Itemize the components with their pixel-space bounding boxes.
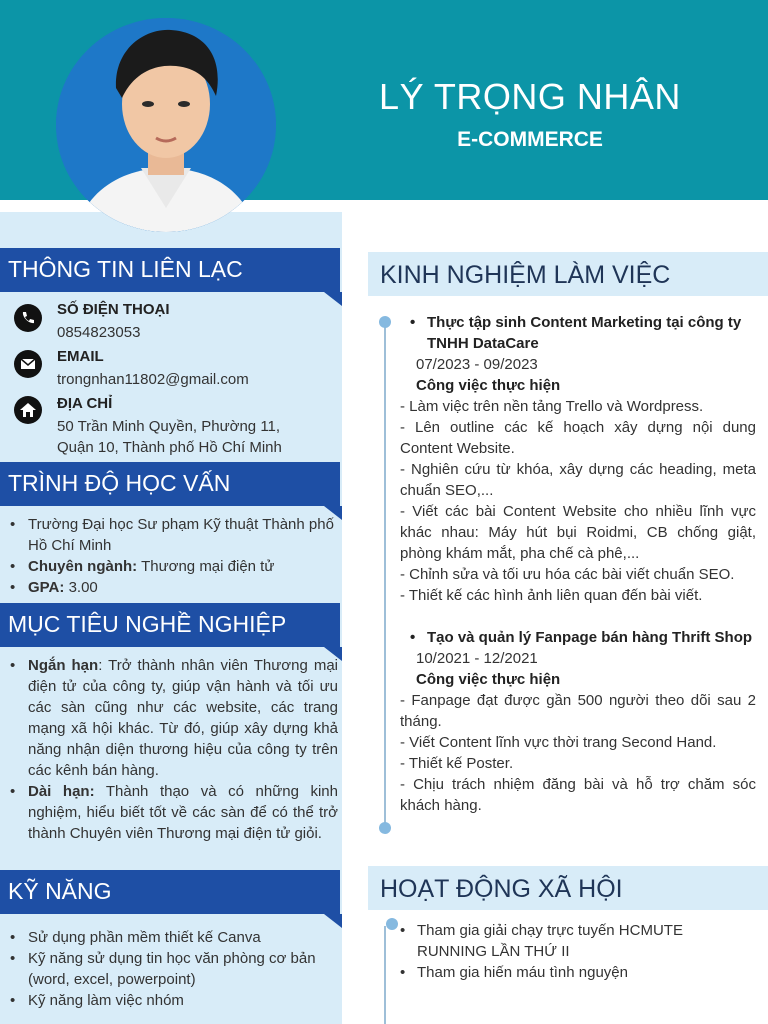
phone-label: SỐ ĐIỆN THOẠI (57, 301, 170, 318)
activities-timeline (384, 926, 386, 1024)
major-value: Thương mại điện tử (141, 558, 275, 575)
job-task: - Nghiên cứu từ khóa, xây dựng các heading, meta chuẩn SEO,... (400, 461, 756, 499)
job-task: - Viết Content lĩnh vực thời trang Second Hand. (400, 734, 717, 751)
activities-list (400, 920, 730, 983)
job-tasks-label: Công việc thực hiện (416, 671, 561, 688)
job-task: - Viết các bài Content Website cho nhiều lĩnh vực khác nhau: Máy hút bụi Roidmi, CB chống giật, phòng khám mắt, pha chế cà phê,... (400, 503, 756, 562)
job-task: - Lên outline các kế hoạch xây dựng nội dung Content Website. (400, 419, 756, 457)
objective-short (8, 655, 338, 781)
activities-timeline-dot (386, 918, 398, 930)
job-title: • Tạo và quản lý Fanpage bán hàng Thrift Shop (400, 627, 756, 648)
email-value[interactable]: trongnhan11802@gmail.com (57, 371, 249, 388)
education-school: • Trường Đại học Sư phạm Kỹ thuật Thành phố Hồ Chí Minh (8, 514, 338, 556)
job-task: - Làm việc trên nền tảng Trello và Wordpress. (400, 398, 704, 415)
skill-item: • Kỹ năng làm việc nhóm (8, 990, 338, 1011)
skill-item: • Sử dụng phần mềm thiết kế Canva (8, 927, 338, 948)
job-title: • Thực tập sinh Content Marketing tại công ty TNHH DataCare (400, 312, 756, 354)
timeline-start-dot (379, 316, 391, 328)
address-line2: Quận 10, Thành phố Hồ Chí Minh (57, 439, 282, 456)
objective-list (8, 655, 338, 844)
long-term-label: Dài hạn: (28, 783, 95, 800)
skills-list (8, 927, 338, 1011)
activity-item: • Tham gia hiến máu tình nguyện (400, 962, 730, 983)
address-line1: 50 Trần Minh Quyền, Phường 11, (57, 418, 281, 435)
job-task: - Chịu trách nhiệm đăng bài và hỗ trợ chăm sóc khách hàng. (400, 776, 756, 814)
phone-icon (14, 304, 42, 332)
person-name: LÝ TRỌNG NHÂN (379, 76, 681, 117)
education-list (8, 514, 338, 598)
major-label: Chuyên ngành: (28, 558, 138, 575)
short-term-label: Ngắn hạn (28, 657, 99, 674)
job-task: - Chỉnh sửa và tối ưu hóa các bài viết chuẩn SEO. (400, 566, 735, 583)
experience-job (400, 627, 756, 816)
objective-heading: MỤC TIÊU NGHỀ NGHIỆP (0, 603, 340, 647)
education-gpa (8, 577, 338, 598)
activities-heading: HOẠT ĐỘNG XÃ HỘI (368, 866, 768, 910)
experience-job (400, 312, 756, 606)
gpa-label: GPA: (28, 579, 65, 596)
profile-photo (56, 18, 276, 232)
skills-heading: KỸ NĂNG (0, 870, 340, 914)
job-tasks-label: Công việc thực hiện (416, 377, 561, 394)
education-heading: TRÌNH ĐỘ HỌC VẤN (0, 462, 340, 506)
job-date: 10/2021 - 12/2021 (416, 650, 538, 667)
objective-long (8, 781, 338, 844)
phone-value[interactable]: 0854823053 (57, 324, 141, 341)
portrait-illustration (56, 18, 276, 232)
job-role: E-COMMERCE (457, 128, 603, 151)
home-icon (14, 396, 42, 424)
experience-timeline (384, 322, 386, 828)
job-task: - Fanpage đạt được gần 500 người theo dõi sau 2 tháng. (400, 692, 756, 730)
skill-item: • Kỹ năng sử dụng tin học văn phòng cơ bản (word, excel, powerpoint) (8, 948, 338, 990)
contact-heading: THÔNG TIN LIÊN LẠC (0, 248, 340, 292)
timeline-end-dot (379, 822, 391, 834)
job-task: - Thiết kế Poster. (400, 755, 514, 772)
address-label: ĐỊA CHỈ (57, 395, 113, 412)
mail-icon (14, 350, 42, 378)
job-date: 07/2023 - 09/2023 (416, 356, 538, 373)
experience-heading: KINH NGHIỆM LÀM VIỆC (368, 252, 768, 296)
job-task: - Thiết kế các hình ảnh liên quan đến bài viết. (400, 587, 703, 604)
email-label: EMAIL (57, 348, 104, 365)
short-term-text: : Trở thành nhân viên Thương mại điện tử của công ty, giúp vận hành và tối ưu các sàn cũng như các website, các trang mạng xã hội khác. Từ đó, giúp xây dựng khả năng nhận diện thương hiệu của công ty trên các kênh bán hàng. (28, 657, 338, 779)
gpa-value: 3.00 (68, 579, 98, 596)
long-term-text: Thành thạo và có những kinh nghiệm, hiểu biết tốt về các sàn để có thể trở thành Chuyên viên Thương mại điện tử giỏi. (28, 783, 338, 842)
skills-heading-fold (324, 914, 342, 928)
contact-heading-fold (324, 292, 342, 306)
education-major (8, 556, 338, 577)
activity-item: • Tham gia giải chạy trực tuyến HCMUTE RUNNING LẦN THỨ II (400, 920, 730, 962)
